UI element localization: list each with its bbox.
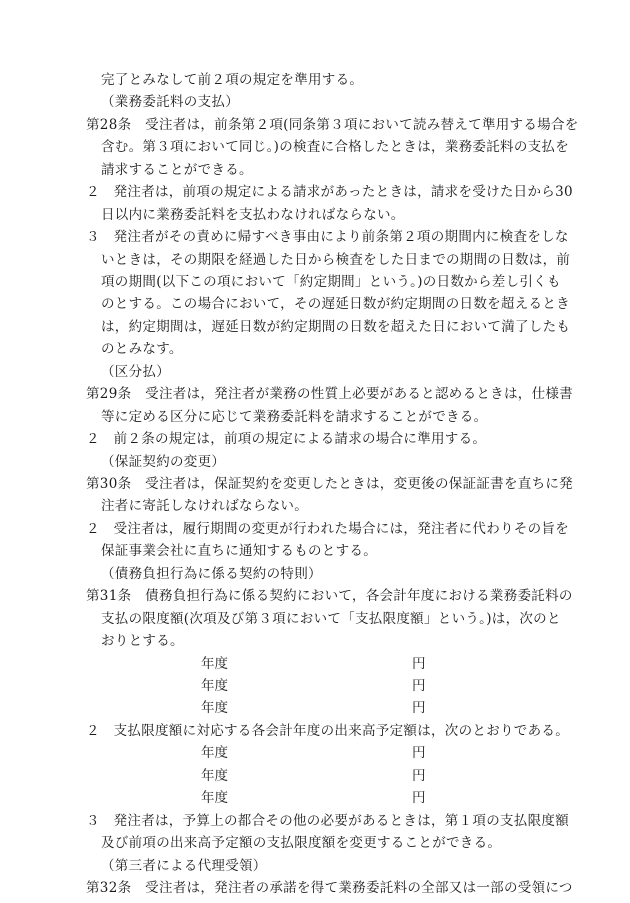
- article-30-line: 第30条 受注者は，保証契約を変更したときは，変更後の保証証書を直ちに発: [86, 476, 573, 492]
- text-line: のとみなす。: [101, 341, 183, 358]
- text-line: いときは，その期限を経過した日から検査をした日までの期間の日数は，前: [101, 251, 571, 268]
- year-label: 年度: [201, 790, 228, 807]
- year-label: 年度: [201, 745, 228, 762]
- text-line: 完了とみなして前２項の規定を準用する。: [101, 72, 364, 88]
- year-label: 年度: [201, 655, 228, 672]
- yen-label: 円: [412, 655, 426, 672]
- yen-label: 円: [412, 700, 426, 717]
- article-caption: （業務委託料の支払）: [101, 94, 239, 111]
- paragraph-3-line: ３ 発注者は，予算上の都合その他の必要があるときは，第１項の支払限度額: [86, 812, 569, 829]
- article-caption: （区分払）: [101, 363, 170, 380]
- paragraph-2-line: ２ 発注者は，前項の規定による請求があったときは，請求を受けた日から30: [86, 184, 573, 201]
- year-label: 年度: [201, 700, 228, 717]
- article-caption: （保証契約の変更）: [101, 453, 226, 470]
- yen-label: 円: [412, 790, 426, 807]
- text-line: 含む。第３項において同じ。)の検査に合格したときは，業務委託料の支払を: [101, 139, 570, 156]
- paragraph-2-line: ２ 前２条の規定は，前項の規定による請求の場合に準用する。: [86, 431, 487, 448]
- text-line: おりとする。: [101, 633, 184, 650]
- text-line: 及び前項の出来高予定額の支払限度額を変更することができる。: [101, 835, 502, 852]
- yen-label: 円: [412, 767, 426, 784]
- article-29-line: 第29条 受注者は，発注者が業務の性質上必要があると認めるときは，仕様書: [86, 386, 573, 403]
- article-31-line: 第31条 債務負担行為に係る契約において，各会計年度における業務委託料の: [86, 588, 573, 605]
- paragraph-2-line: ２ 支払限度額に対応する各会計年度の出来高予定額は，次のとおりである。: [86, 722, 569, 739]
- text-line: 注者に寄託しなければならない。: [101, 498, 308, 515]
- text-line: 日以内に業務委託料を支払わなければならない。: [101, 206, 405, 223]
- text-line: 保証事業会社に直ちに通知するものとする。: [101, 543, 377, 560]
- text-line: 等に定める区分に応じて業務委託料を請求することができる。: [101, 408, 488, 425]
- paragraph-2-line: ２ 受注者は，履行期間の変更が行われた場合には，発注者に代わりその旨を: [86, 520, 569, 537]
- article-28-line: 第28条 受注者は，前条第２項(同条第３項において読み替えて準用する場合を: [86, 116, 579, 133]
- year-label: 年度: [201, 678, 228, 694]
- text-line: は，約定期間は，遅延日数が約定期間の日数を超えた日において満了したも: [101, 318, 571, 335]
- yen-label: 円: [412, 678, 426, 694]
- paragraph-3-line: ３ 発注者がその責めに帰すべき事由により前条第２項の期間内に検査をしな: [86, 229, 569, 246]
- text-line: 項の期間(以下この項において「約定期間」という。)の日数から差し引くも: [101, 274, 561, 290]
- text-line: 請求することができる。: [101, 161, 253, 178]
- yen-label: 円: [412, 745, 426, 762]
- article-caption: （第三者による代理受領）: [101, 857, 267, 874]
- article-32-line: 第32条 受注者は，発注者の承諾を得て業務委託料の全部又は一部の受領につ: [86, 880, 573, 896]
- text-line: のとする。この場合において，その遅延日数が約定期間の日数を超えるとき: [101, 296, 570, 313]
- article-caption: （債務負担行為に係る契約の特則）: [101, 565, 322, 582]
- year-label: 年度: [201, 767, 228, 784]
- text-line: 支払の限度額(次項及び第３項において「支払限度額」という。)は，次のと: [101, 610, 561, 627]
